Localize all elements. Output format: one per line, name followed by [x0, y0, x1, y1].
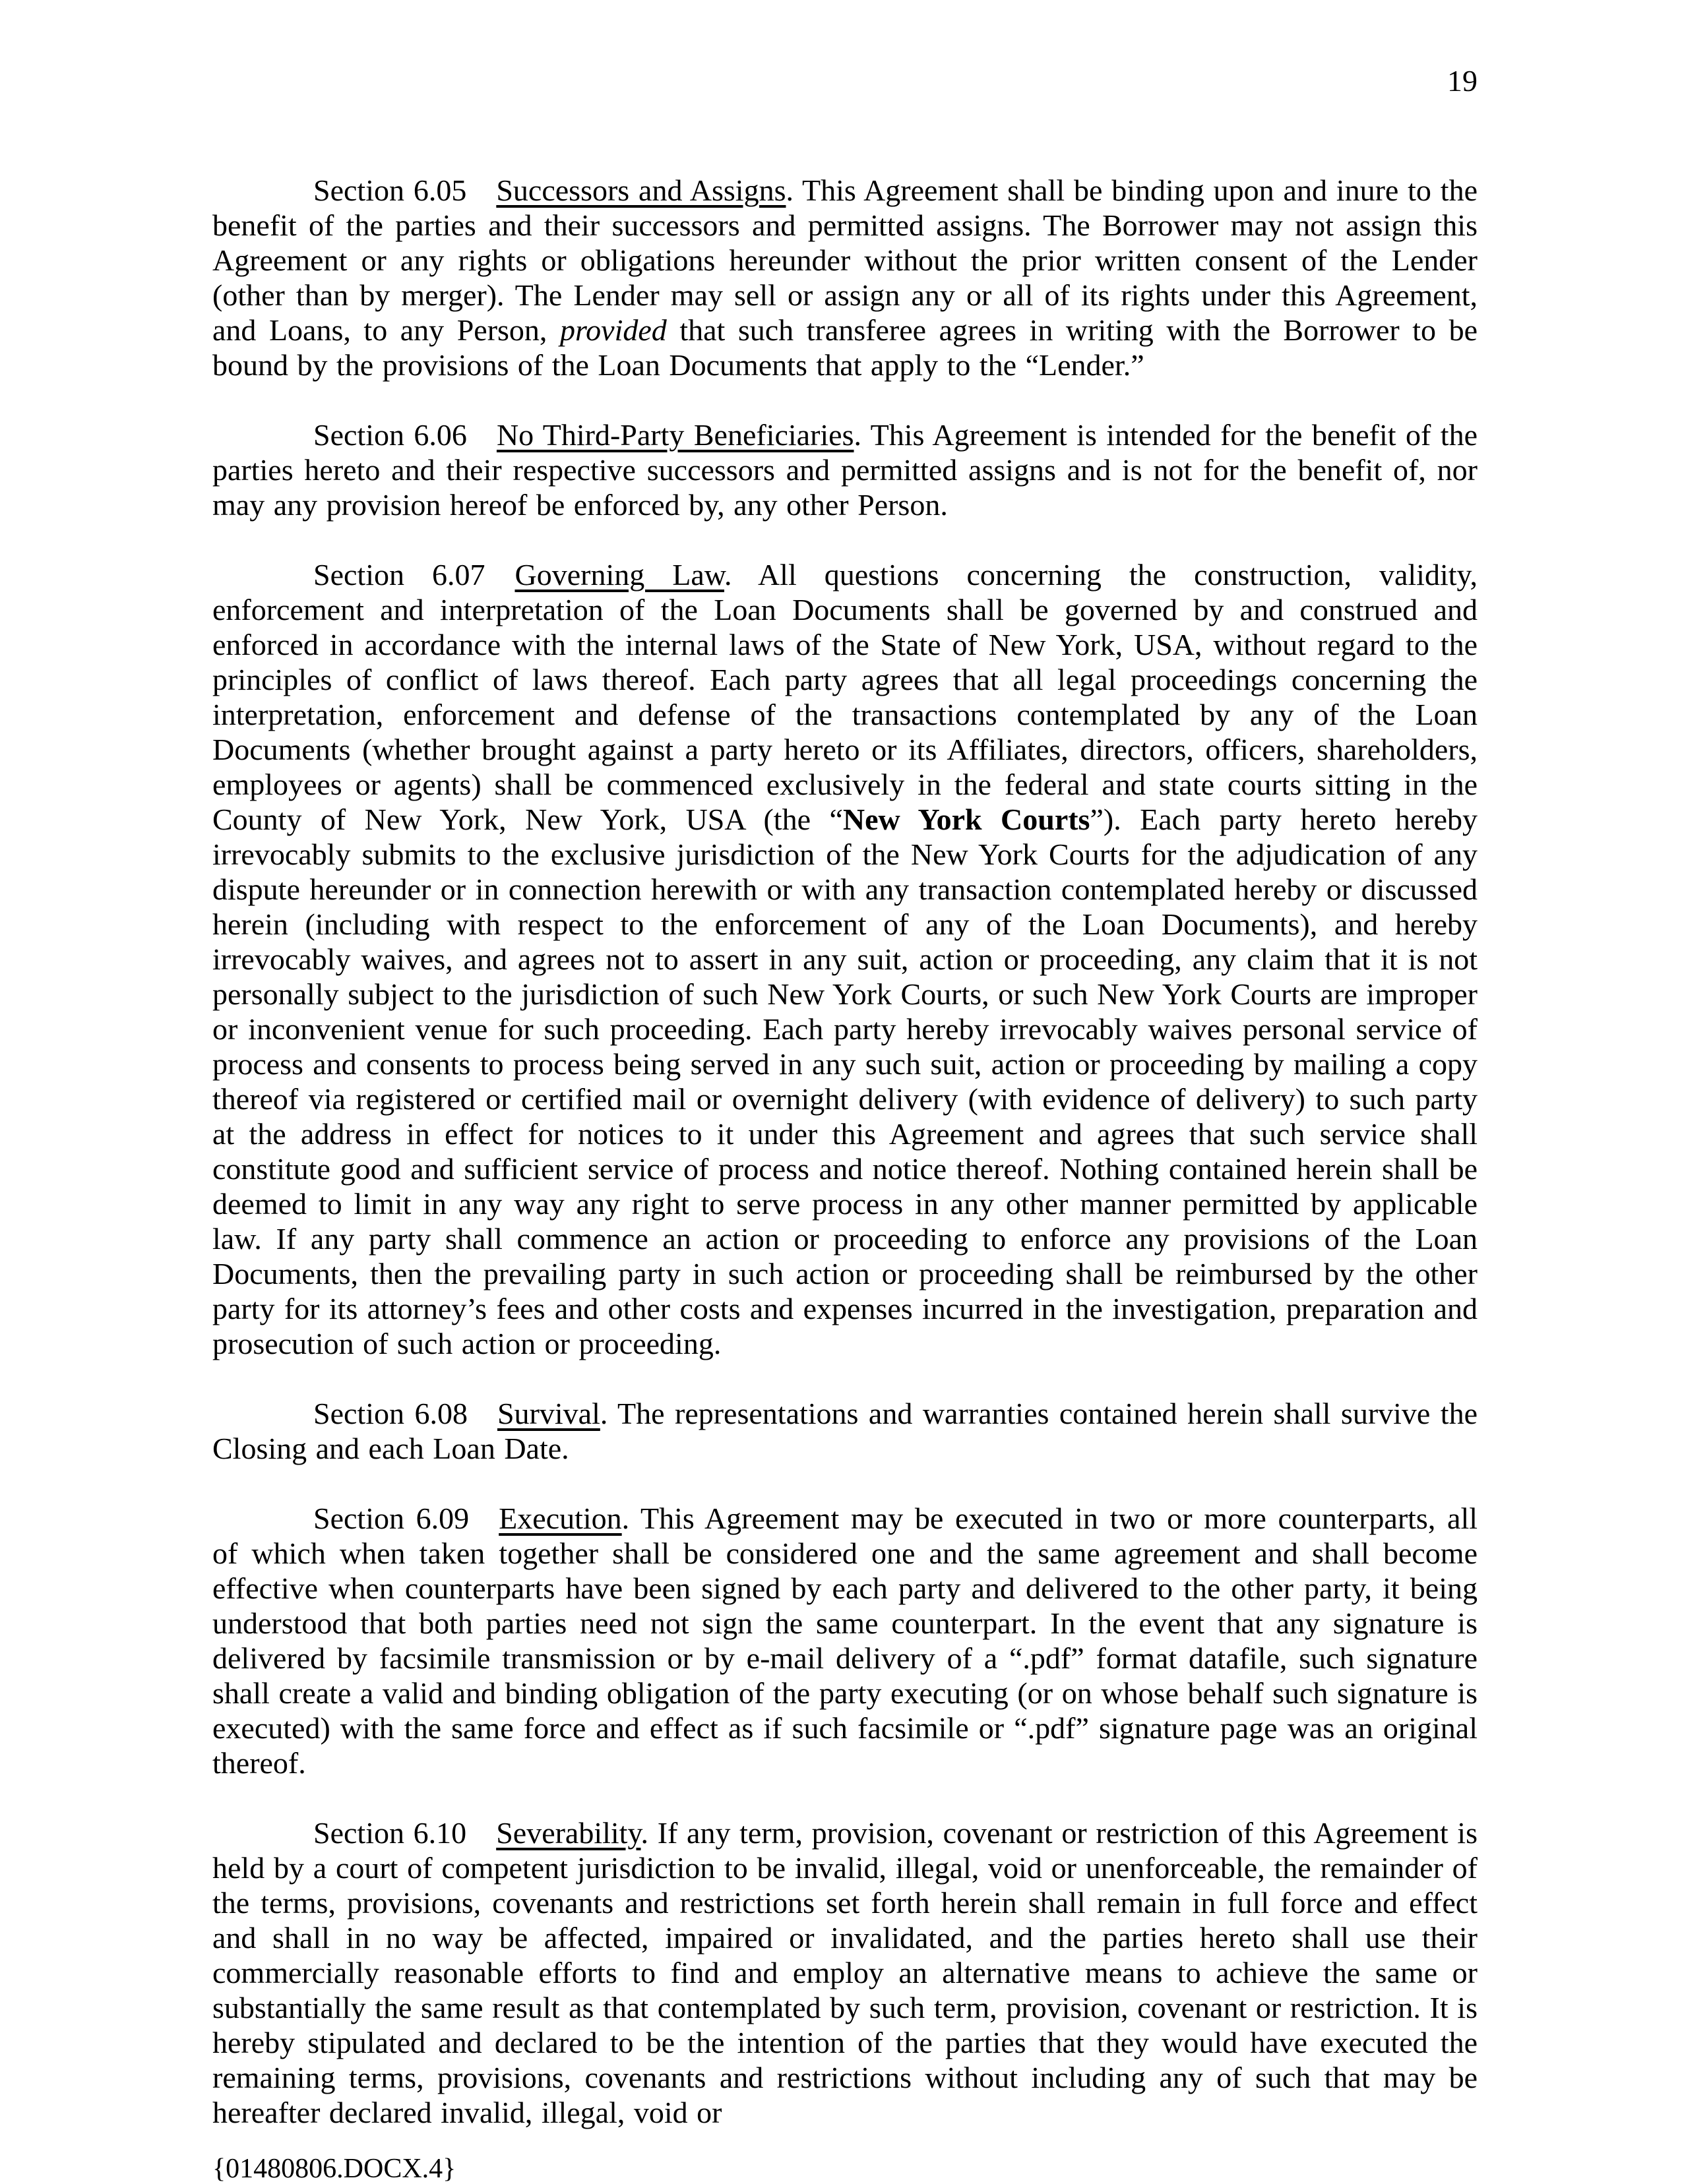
section-text-bold: New York Courts [842, 803, 1090, 836]
section-text: . This Agreement shall be binding upon and inure to the benefit of the parties and their successors and permitted assigns. The Borrower may not assign this Agreement or any rights or obligations hereunder without the prior written consent of the Lender (other than by merger). The Lender may sell or assign any or all of its rights under this Agreement, and Loans, to any Person, [212, 173, 1478, 347]
section-label: Section 6.07 [313, 558, 485, 592]
section-text: that such transferee agrees in writing with the Borrower to be bound by the provisions of the Loan Documents that apply to the “Lender.” [212, 313, 1478, 382]
section-label: Section 6.05 [313, 173, 467, 207]
section-text: . All questions concerning the construction, validity, enforcement and interpretation of the Loan Documents shall be governed by and construed and enforced in accordance with the internal laws of the State of New York, USA, without regard to the principles of conflict of laws thereof. Each party agrees that all legal proceedings concerning the interpretation, enforcement and defense of the transactions contemplated by any of the Loan Documents (whether brought against a party hereto or its Affiliates, directors, officers, shareholders, employees or agents) shall be commenced exclusively in the federal and state courts sitting in the County of New York, New York, USA (the “ [212, 558, 1478, 836]
document-body [212, 173, 1478, 2165]
section-heading: Survival [497, 1397, 600, 1430]
section-text: . This Agreement may be executed in two or more counterparts, all of which when taken together shall be considered one and the same agreement and shall become effective when counterparts have been signed by each party and delivered to the other party, it being understood that both parties need not sign the same counterpart. In the event that any signature is delivered by facsimile transmission or by e-mail delivery of a “.pdf” format datafile, such signature shall create a valid and binding obligation of the party executing (or on whose behalf such signature is executed) with the same force and effect as if such facsimile or “.pdf” signature page was an original thereof. [212, 1502, 1478, 1780]
section-heading: Successors and Assigns [496, 173, 786, 207]
section-text-italic: provided [559, 313, 667, 347]
section-text: ”). Each party hereto hereby irrevocably submits to the exclusive jurisdiction of the New York Courts for the adjudication of any dispute hereunder or in connection herewith or with any transaction contemplated hereby or discussed herein (including with respect to the enforcement of any of the Loan Documents), and hereby irrevocably waives, and agrees not to assert in any suit, action or proceeding, any claim that it is not personally subject to the jurisdiction of such New York Courts, or such New York Courts are improper or inconvenient venue for such proceeding. Each party hereby irrevocably waives personal service of process and consents to process being served in any such suit, action or proceeding by mailing a copy thereof via registered or certified mail or overnight delivery (with evidence of delivery) to such party at the address in effect for notices to it under this Agreement and agrees that such service shall constitute good and sufficient service of process and notice thereof. Nothing contained herein shall be deemed to limit in any way any right to serve process in any other manner permitted by applicable law. If any party shall commence an action or proceeding to enforce any provisions of the Loan Documents, then the prevailing party in such action or proceeding shall be reimbursed by the other party for its attorney’s fees and other costs and expenses incurred in the investigation, preparation and prosecution of such action or proceeding. [212, 803, 1478, 1360]
section-heading: Severability [496, 1816, 641, 1850]
paragraph-section-6-07 [212, 557, 1478, 1361]
section-label: Section 6.10 [313, 1816, 467, 1850]
paragraph-section-6-05 [212, 173, 1478, 382]
section-label: Section 6.09 [313, 1502, 470, 1535]
section-text: . The representations and warranties contained herein shall survive the Closing and each Loan Date. [212, 1397, 1478, 1465]
page-number: 19 [1447, 64, 1478, 98]
section-heading: No Third-Party Beneficiaries [496, 418, 854, 452]
paragraph-section-6-09 [212, 1501, 1478, 1780]
paragraph-section-6-06 [212, 417, 1478, 522]
paragraph-section-6-08 [212, 1396, 1478, 1466]
section-text: . If any term, provision, covenant or restriction of this Agreement is held by a court of competent jurisdiction to be invalid, illegal, void or unenforceable, the remainder of the terms, provisions, covenants and restrictions set forth herein shall remain in full force and effect and shall in no way be affected, impaired or invalidated, and the parties hereto shall use their commercially reasonable efforts to find and employ an alternative means to achieve the same or substantially the same result as that contemplated by such term, provision, covenant or restriction. It is hereby stipulated and declared to be the intention of the parties that they would have executed the remaining terms, provisions, covenants and restrictions without including any of such that may be hereafter declared invalid, illegal, void or [212, 1816, 1478, 2129]
paragraph-section-6-10 [212, 1815, 1478, 2130]
section-text: . This Agreement is intended for the benefit of the parties hereto and their respective successors and permitted assigns and is not for the benefit of, nor may any provision hereof be enforced by, any other Person. [212, 418, 1478, 522]
section-label: Section 6.08 [313, 1397, 468, 1430]
section-heading: Execution [499, 1502, 622, 1535]
section-label: Section 6.06 [313, 418, 467, 452]
footer-document-id: {01480806.DOCX.4} [212, 2154, 456, 2184]
section-heading: Governing Law [514, 558, 724, 592]
